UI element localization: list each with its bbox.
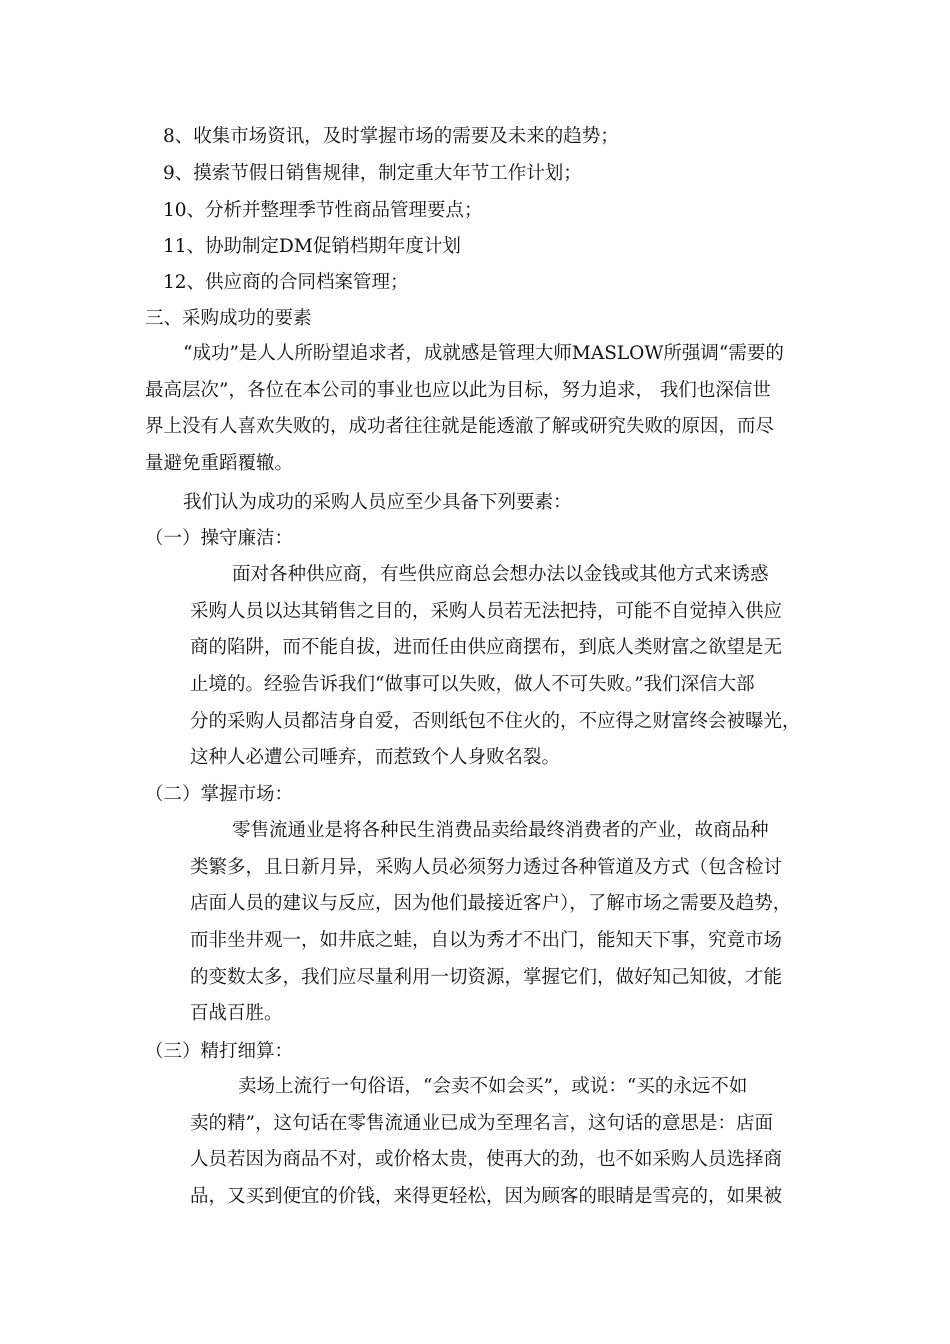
paragraph-line: “成功”是人人所盼望追求者，成就感是管理大师MASLOW所强调“需要的 [183, 343, 784, 364]
list-item: 10、分析并整理季节性商品管理要点； [163, 200, 483, 221]
list-item: 11、协助制定DM促销档期年度计划 [163, 236, 461, 257]
paragraph-line: 分的采购人员都洁身自爱，否则纸包不住火的，不应得之财富终会被曝光， [190, 710, 801, 732]
paragraph-line: 类繁多，且日新月异，采购人员必须努力透过各种管道及方式（包含检讨 [190, 856, 783, 878]
paragraph-line: 卖的精”，这句话在零售流通业已成为至理名言，这句话的意思是：店面 [190, 1112, 773, 1134]
subsection-heading: （三）精打细算： [145, 1041, 294, 1062]
paragraph-line: 这种人必遭公司唾弃，而惹致个人身败名裂。 [190, 747, 561, 769]
intro-paragraph [145, 336, 784, 483]
paragraph-line: 卖场上流行一句俗语，“会卖不如会买”，或说：“买的永远不如 [238, 1076, 748, 1097]
paragraph-line: 量避免重蹈覆辙。 [145, 453, 294, 475]
paragraph-line: 零售流通业是将各种民生消费品卖给最终消费者的产业，故商品种 [232, 820, 769, 841]
list-item: 8、收集市场资讯，及时掌握市场的需要及未来的趋势； [163, 126, 619, 147]
paragraph-line: 而非坐井观一，如井底之蛙，自以为秀才不出门，能知天下事，究竟市场 [190, 930, 783, 952]
paragraph-line: 止境的。经验告诉我们“做事可以失败，做人不可失败。”我们深信大部 [190, 674, 755, 696]
list-item: 9、摸索节假日销售规律，制定重大年节工作计划； [163, 163, 582, 184]
subsection-body [190, 557, 801, 777]
list-item: 12、供应商的合同档案管理； [163, 272, 409, 293]
subsection-body [190, 813, 791, 1033]
paragraph-line: 品，又买到便宜的价钱，来得更轻松，因为顾客的眼睛是雪亮的，如果被 [190, 1186, 783, 1208]
paragraph-line: 店面人员的建议与反应，因为他们最接近客户），了解市场之需要及趋势， [190, 893, 792, 915]
elements-intro: 我们认为成功的采购人员应至少具备下列要素： [183, 492, 572, 513]
paragraph-line: 面对各种供应商，有些供应商总会想办法以金钱或其他方式来诱惑 [232, 564, 769, 585]
subsection-heading: （一）操守廉洁： [145, 528, 294, 549]
paragraph-line: 商的陷阱，而不能自拔，进而任由供应商摆布，到底人类财富之欲望是无 [190, 637, 783, 659]
paragraph-line: 的变数太多，我们应尽量利用一切资源，掌握它们，做好知己知彼，才能 [190, 966, 783, 988]
paragraph-line: 采购人员以达其销售之目的，采购人员若无法把持，可能不自觉掉入供应 [190, 600, 783, 622]
paragraph-line: 人员若因为商品不对，或价格太贵，使再大的劲，也不如采购人员选择商 [190, 1149, 783, 1171]
paragraph-line: 最高层次”，各位在本公司的事业也应以此为目标，努力追求， 我们也深信世 [145, 379, 771, 401]
subsection-heading: （二）掌握市场： [145, 784, 294, 805]
subsection-body [190, 1069, 782, 1216]
paragraph-line: 界上没有人喜欢失败的，成功者往往就是能透澈了解或研究失败的原因，而尽 [145, 416, 775, 438]
paragraph-line: 百战百胜。 [190, 1003, 283, 1025]
section-heading: 三、采购成功的要素 [145, 308, 312, 329]
